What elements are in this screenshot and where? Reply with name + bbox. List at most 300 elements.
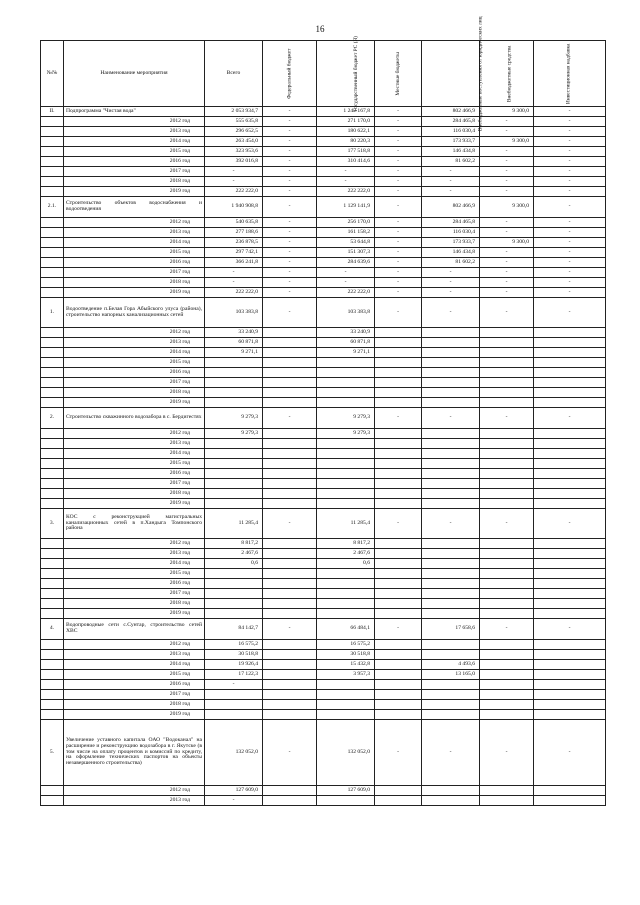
item-row [41,509,606,539]
year-row [41,177,606,187]
row-value-2 [317,368,375,378]
row-value-6: - [534,278,606,288]
row-value-3: - [375,228,422,238]
row-number [41,429,64,439]
row-value-5: - [480,720,534,786]
row-value-4 [422,388,480,398]
row-value-0: 9 271,1 [205,348,263,358]
row-value-1: - [263,258,317,268]
row-value-5: - [480,157,534,167]
row-number [41,640,64,650]
row-number [41,117,64,127]
row-value-0 [205,489,263,499]
row-value-2: 177 518,8 [317,147,375,157]
row-value-4: - [422,187,480,197]
row-value-2: 132 052,0 [317,720,375,786]
row-value-6: - [534,197,606,218]
row-value-2 [317,499,375,509]
row-value-3 [375,439,422,449]
row-value-1: - [263,298,317,328]
year-row [41,680,606,690]
year-row [41,640,606,650]
row-value-5 [480,469,534,479]
row-value-3: - [375,268,422,278]
row-number: 1. [41,298,64,328]
row-value-3 [375,599,422,609]
row-value-4 [422,650,480,660]
row-value-2: 3 957,3 [317,670,375,680]
row-number [41,796,64,806]
row-value-1: - [263,187,317,197]
row-name: 2019 год [64,609,205,619]
row-value-1 [263,499,317,509]
row-value-2 [317,388,375,398]
row-value-4: 81 602,2 [422,258,480,268]
row-value-6: - [534,107,606,117]
row-value-1 [263,796,317,806]
row-value-0: 33 240,9 [205,328,263,338]
row-value-0 [205,439,263,449]
row-value-6: - [534,298,606,328]
row-value-6 [534,599,606,609]
row-value-5 [480,690,534,700]
row-value-2: 271 170,0 [317,117,375,127]
row-name: 2018 год [64,700,205,710]
row-number [41,489,64,499]
row-number: 3. [41,509,64,539]
row-number [41,218,64,228]
row-value-3 [375,479,422,489]
row-value-4 [422,479,480,489]
row-value-4 [422,459,480,469]
row-value-1 [263,439,317,449]
row-number [41,559,64,569]
row-value-0: 11 285,4 [205,509,263,539]
row-value-2: 256 170,0 [317,218,375,228]
row-value-1 [263,700,317,710]
year-row [41,328,606,338]
row-value-1 [263,459,317,469]
row-value-6 [534,358,606,368]
row-value-2 [317,398,375,408]
row-value-6 [534,786,606,796]
row-name: 2013 год [64,439,205,449]
row-value-5: 9 300,0 [480,137,534,147]
row-value-2: 66 484,1 [317,619,375,640]
row-number [41,388,64,398]
row-value-0: 236 878,5 [205,238,263,248]
row-name: 2013 год [64,338,205,348]
row-value-4: 173 933,7 [422,137,480,147]
row-value-3: - [375,278,422,288]
row-number [41,700,64,710]
row-value-1 [263,429,317,439]
row-value-5 [480,368,534,378]
row-value-4: - [422,298,480,328]
row-value-3: - [375,117,422,127]
row-name: 2014 год [64,449,205,459]
year-row [41,278,606,288]
row-name: 2018 год [64,278,205,288]
row-value-6: - [534,127,606,137]
row-value-4 [422,489,480,499]
row-value-0: - [205,680,263,690]
budget-table [40,16,606,806]
row-value-4 [422,398,480,408]
row-value-5 [480,479,534,489]
row-value-3: - [375,157,422,167]
row-value-5: - [480,268,534,278]
row-value-2: 80 220,3 [317,137,375,147]
row-value-5 [480,398,534,408]
row-value-4: - [422,288,480,298]
row-value-5: - [480,509,534,539]
row-value-4: 802 466,9 [422,107,480,117]
row-value-6 [534,338,606,348]
row-value-4: 146 434,8 [422,147,480,157]
row-value-5 [480,328,534,338]
row-value-5 [480,680,534,690]
row-number [41,680,64,690]
row-value-6 [534,680,606,690]
year-row [41,147,606,157]
row-value-0 [205,398,263,408]
row-value-1 [263,710,317,720]
row-value-2 [317,680,375,690]
row-value-5 [480,388,534,398]
row-number [41,368,64,378]
row-value-3: - [375,107,422,117]
row-value-3 [375,549,422,559]
row-value-5: - [480,288,534,298]
row-value-4 [422,569,480,579]
year-row [41,368,606,378]
row-value-3 [375,378,422,388]
row-name: 2014 год [64,559,205,569]
row-name: 2017 год [64,479,205,489]
row-value-4: 4 493,6 [422,660,480,670]
row-value-3: - [375,177,422,187]
row-value-4 [422,368,480,378]
row-value-3: - [375,619,422,640]
row-value-4: 13 165,0 [422,670,480,680]
row-number [41,338,64,348]
year-row [41,549,606,559]
row-value-1: - [263,167,317,177]
row-number [41,167,64,177]
row-value-1 [263,549,317,559]
year-row [41,218,606,228]
row-value-5 [480,489,534,499]
row-value-3 [375,499,422,509]
year-row [41,479,606,489]
row-value-2: 103 383,8 [317,298,375,328]
row-name: 2019 год [64,398,205,408]
row-value-6 [534,388,606,398]
row-value-0: - [205,796,263,806]
row-value-6: - [534,177,606,187]
year-row [41,348,606,358]
row-number [41,358,64,368]
row-value-3 [375,786,422,796]
row-value-5: 9 300,0 [480,238,534,248]
row-name: 2018 год [64,388,205,398]
year-row [41,499,606,509]
header-total: Всего [205,41,263,107]
row-value-5 [480,609,534,619]
row-value-2: 8 817,2 [317,539,375,549]
row-value-1: - [263,197,317,218]
row-value-0: 296 652,5 [205,127,263,137]
row-value-0: 16 575,2 [205,640,263,650]
year-row [41,187,606,197]
row-value-4: 116 030,4 [422,228,480,238]
row-number [41,228,64,238]
year-row [41,157,606,167]
item-row [41,107,606,117]
year-row [41,137,606,147]
row-name: 2018 год [64,177,205,187]
row-value-3 [375,640,422,650]
row-value-4 [422,680,480,690]
row-value-1: - [263,127,317,137]
row-value-4 [422,710,480,720]
row-value-3: - [375,720,422,786]
row-value-3 [375,489,422,499]
row-value-5: - [480,298,534,328]
row-number [41,398,64,408]
row-value-4 [422,599,480,609]
row-value-5 [480,549,534,559]
year-row [41,117,606,127]
row-value-2: 1 242 167,8 [317,107,375,117]
row-number [41,499,64,509]
row-value-5: - [480,147,534,157]
row-value-0 [205,589,263,599]
row-value-3 [375,559,422,569]
row-number [41,187,64,197]
row-value-6 [534,609,606,619]
row-value-1 [263,378,317,388]
row-value-1: - [263,147,317,157]
page-number: 16 [315,24,325,34]
row-value-5: - [480,408,534,429]
row-value-6 [534,660,606,670]
row-value-1 [263,449,317,459]
row-value-2 [317,459,375,469]
row-value-2 [317,439,375,449]
row-value-0: 2 053 934,7 [205,107,263,117]
row-value-6: - [534,408,606,429]
year-row [41,127,606,137]
row-value-0: - [205,268,263,278]
row-value-6 [534,439,606,449]
row-value-0 [205,609,263,619]
row-value-3: - [375,288,422,298]
row-value-0 [205,700,263,710]
row-value-2 [317,589,375,599]
row-value-6 [534,459,606,469]
row-name: 2014 год [64,348,205,358]
row-value-4 [422,786,480,796]
row-value-6 [534,589,606,599]
row-value-1: - [263,408,317,429]
row-value-1 [263,786,317,796]
row-value-6 [534,479,606,489]
row-value-2: 0,6 [317,559,375,569]
year-row [41,439,606,449]
row-value-1: - [263,177,317,187]
year-row [41,539,606,549]
year-row [41,388,606,398]
row-name: 2015 год [64,147,205,157]
row-value-6: - [534,509,606,539]
row-value-3 [375,398,422,408]
row-value-5 [480,786,534,796]
row-value-0: - [205,177,263,187]
year-row [41,700,606,710]
row-value-3: - [375,509,422,539]
row-value-6 [534,549,606,559]
row-value-6 [534,469,606,479]
year-row [41,690,606,700]
row-value-3: - [375,187,422,197]
header-local: Местные бюджеты [375,41,422,107]
row-value-0: - [205,167,263,177]
row-value-0: 9 279,3 [205,408,263,429]
row-value-3 [375,690,422,700]
row-value-6 [534,690,606,700]
row-value-4 [422,358,480,368]
row-value-0: 0,6 [205,559,263,569]
row-value-2: - [317,268,375,278]
row-value-1: - [263,228,317,238]
row-value-4: - [422,720,480,786]
row-value-2 [317,710,375,720]
row-value-6 [534,328,606,338]
row-value-4 [422,429,480,439]
row-value-3: - [375,127,422,137]
row-value-2: 310 414,6 [317,157,375,167]
row-value-5 [480,700,534,710]
row-value-6: - [534,157,606,167]
row-value-0 [205,710,263,720]
row-name: 2018 год [64,489,205,499]
row-name: 2013 год [64,796,205,806]
row-value-5 [480,449,534,459]
row-value-0: 127 609,0 [205,786,263,796]
row-value-6: - [534,720,606,786]
row-name: Увеличение уставного капитала ОАО "Водоканал" на расширение и реконструкцию водозабора в г. Якутске (в том числе на оплату процентов и комиссий по кредиту, на оформление технических паспортов на объекты незавершенного строительства) [64,720,205,786]
row-value-0: 84 142,7 [205,619,263,640]
row-number [41,177,64,187]
row-value-2: 284 639,6 [317,258,375,268]
row-value-0: 8 817,2 [205,539,263,549]
row-number [41,439,64,449]
year-row [41,398,606,408]
row-value-4: - [422,278,480,288]
row-value-2 [317,609,375,619]
year-row [41,469,606,479]
row-value-0: 392 016,8 [205,157,263,167]
row-value-6: - [534,248,606,258]
row-number [41,127,64,137]
row-value-6 [534,700,606,710]
row-number [41,378,64,388]
row-value-3 [375,358,422,368]
header-investment: Инвестиционная надбавка [534,41,606,107]
row-value-5 [480,499,534,509]
row-value-4: 17 658,6 [422,619,480,640]
year-row [41,429,606,439]
row-number [41,147,64,157]
row-number [41,278,64,288]
row-value-2 [317,700,375,710]
row-value-2: 11 285,4 [317,509,375,539]
row-value-1 [263,650,317,660]
row-name: 2018 год [64,599,205,609]
row-value-2: 180 622,1 [317,127,375,137]
row-name: 2015 год [64,358,205,368]
row-value-0 [205,368,263,378]
row-value-6: - [534,147,606,157]
row-value-1: - [263,137,317,147]
row-number: 2. [41,408,64,429]
row-value-5: - [480,248,534,258]
row-value-6 [534,348,606,358]
row-value-0 [205,449,263,459]
row-value-3 [375,650,422,660]
row-value-4: - [422,268,480,278]
row-value-4: - [422,408,480,429]
row-value-0 [205,569,263,579]
row-value-5 [480,348,534,358]
row-name: 2013 год [64,228,205,238]
table-body [41,107,606,806]
row-value-5 [480,640,534,650]
item-row [41,408,606,429]
row-value-3 [375,609,422,619]
row-value-1: - [263,619,317,640]
row-number [41,786,64,796]
row-value-3: - [375,137,422,147]
row-name: 2013 год [64,127,205,137]
row-value-6 [534,489,606,499]
row-number [41,579,64,589]
row-value-0 [205,599,263,609]
row-value-4 [422,579,480,589]
row-value-1 [263,348,317,358]
row-value-3: - [375,248,422,258]
row-name: 2019 год [64,710,205,720]
row-number: 2.1. [41,197,64,218]
row-value-1: - [263,509,317,539]
row-value-4 [422,449,480,459]
row-value-0: 17 122,3 [205,670,263,680]
row-value-6 [534,710,606,720]
row-name: 2016 год [64,258,205,268]
header-extrabudget: Внебюджетные средства [480,41,534,107]
row-value-4 [422,348,480,358]
row-value-6: - [534,619,606,640]
row-number [41,469,64,479]
year-row [41,358,606,368]
row-value-4: - [422,509,480,539]
row-value-5: - [480,187,534,197]
row-value-1 [263,599,317,609]
row-number [41,539,64,549]
row-value-3 [375,680,422,690]
